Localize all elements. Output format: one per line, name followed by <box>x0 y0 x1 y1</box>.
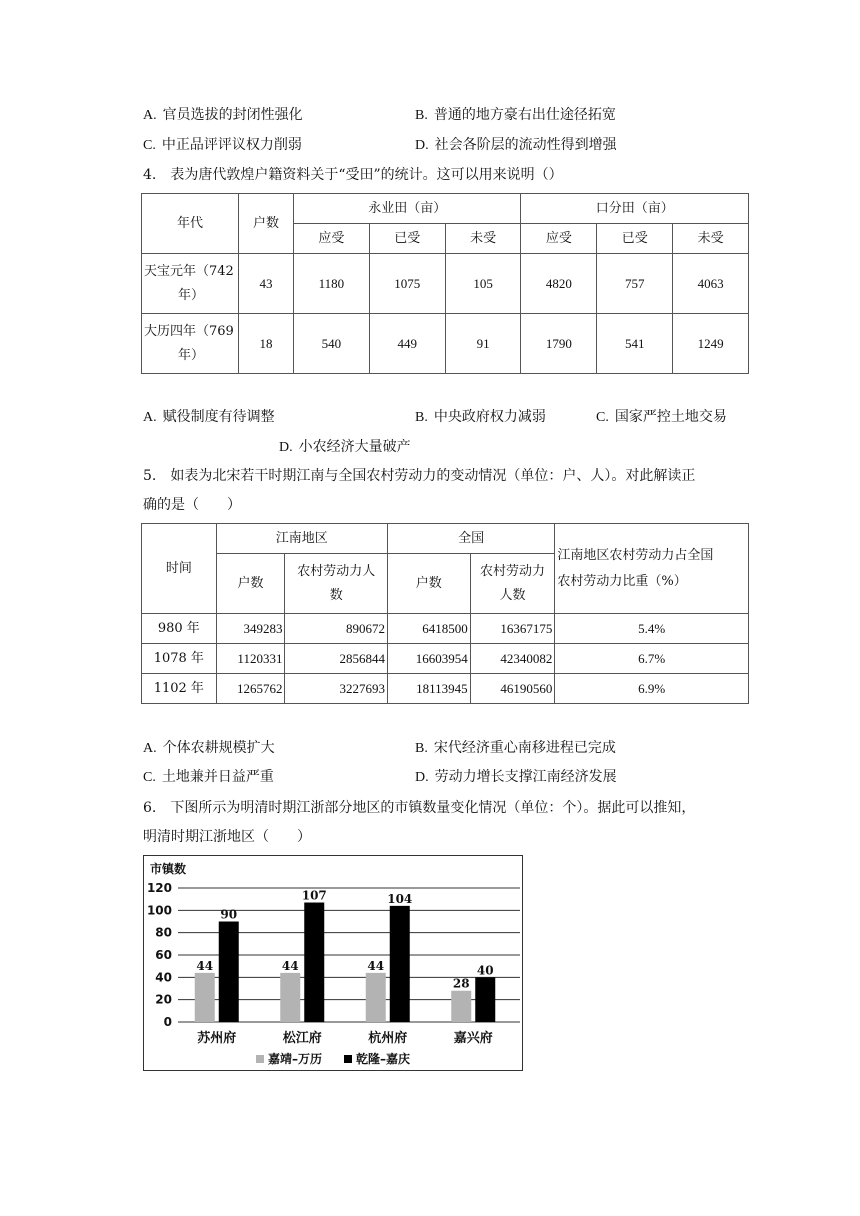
category-label: 杭州府 <box>368 1031 408 1046</box>
table-row <box>142 614 749 644</box>
q4-cell: 4063 <box>673 254 749 314</box>
q5-cell: 18113945 <box>387 674 470 704</box>
q4-cell: 1790 <box>521 314 597 374</box>
q5-cell: 3227693 <box>285 674 387 704</box>
data-label: 44 <box>281 958 299 973</box>
q5-year-cell: 1102 年 <box>142 674 217 704</box>
q3-option-d: D. 社会各阶层的流动性得到增强 <box>415 137 617 153</box>
chart-canvas <box>144 856 522 1070</box>
bar <box>304 903 324 1022</box>
q5-option-a: A. 个体农耕规模扩大 <box>143 740 275 756</box>
q4-year-cell: 天宝元年（742 年） <box>142 254 239 314</box>
legend-swatch <box>344 1055 352 1063</box>
q5-ratio-cell: 6.9% <box>555 674 749 704</box>
q4-cell: 541 <box>597 314 673 374</box>
data-label: 104 <box>387 891 413 906</box>
q4-cell: 1180 <box>294 254 370 314</box>
q4-cell: 1249 <box>673 314 749 374</box>
q4-option-b: B. 中央政府权力减弱 <box>415 409 546 425</box>
q5-header-ratio: 江南地区农村劳动力占全国 农村劳动力比重（%） <box>555 524 749 614</box>
bar <box>390 906 410 1022</box>
q4-header-year: 年代 <box>142 194 239 254</box>
q5-cell: 6418500 <box>387 614 470 644</box>
category-label: 松江府 <box>282 1031 322 1046</box>
data-label: 90 <box>220 907 238 922</box>
category-label: 嘉兴府 <box>453 1031 493 1046</box>
bar <box>219 922 239 1023</box>
q5-ratio-cell: 5.4% <box>555 614 749 644</box>
table-row <box>142 314 749 374</box>
q3-option-b: B. 普通的地方豪右出仕途径拓宽 <box>415 107 616 123</box>
q4-table <box>141 193 749 374</box>
table-row <box>142 254 749 314</box>
q4-header-koufen: 口分田（亩） <box>521 194 749 224</box>
bar <box>366 973 386 1022</box>
q4-sub-header: 未受 <box>445 224 521 254</box>
data-label: 44 <box>367 958 385 973</box>
chart-title: 市镇数 <box>150 862 187 876</box>
q5-stem-line1: 5. 如表为北宋若干时期江南与全国农村劳动力的变动情况（单位：户、人）。对此解读正 <box>143 468 696 484</box>
q4-year-cell: 大历四年（769 年） <box>142 314 239 374</box>
table-row <box>142 644 749 674</box>
q4-cell: 4820 <box>521 254 597 314</box>
data-label: 107 <box>301 888 327 903</box>
y-tick-label: 0 <box>163 1015 172 1029</box>
q4-cell: 449 <box>369 314 445 374</box>
bar-chart <box>143 855 523 1071</box>
q5-sub-header: 农村劳动力 人数 <box>470 554 555 614</box>
q5-cell: 890672 <box>285 614 387 644</box>
q5-header-time: 时间 <box>142 524 217 614</box>
q5-year-cell: 980 年 <box>142 614 217 644</box>
y-tick-label: 120 <box>146 881 172 895</box>
q5-year-cell: 1078 年 <box>142 644 217 674</box>
q5-sub-header: 户数 <box>216 554 285 614</box>
y-tick-label: 40 <box>155 970 172 985</box>
q4-sub-header: 应受 <box>294 224 370 254</box>
q4-sub-header: 应受 <box>521 224 597 254</box>
y-tick-label: 80 <box>155 925 172 940</box>
table-row <box>142 674 749 704</box>
q4-cell: 105 <box>445 254 521 314</box>
q5-stem-line2: 确的是（ ） <box>143 497 241 513</box>
legend-label: 乾隆–嘉庆 <box>356 1052 411 1066</box>
data-label: 44 <box>196 958 214 973</box>
q5-header-jiangnan: 江南地区 <box>216 524 387 554</box>
q5-sub-header: 农村劳动力人 数 <box>285 554 387 614</box>
q5-sub-header: 户数 <box>387 554 470 614</box>
q5-cell: 16367175 <box>470 614 555 644</box>
q4-cell: 540 <box>294 314 370 374</box>
q5-cell: 16603954 <box>387 644 470 674</box>
q4-header-yongye: 永业田（亩） <box>294 194 521 224</box>
data-label: 40 <box>476 963 494 978</box>
bar <box>280 973 300 1022</box>
q3-option-a: A. 官员选拔的封闭性强化 <box>143 107 303 123</box>
y-tick-label: 60 <box>155 948 172 962</box>
q5-cell: 1120331 <box>216 644 285 674</box>
q5-cell: 42340082 <box>470 644 555 674</box>
q4-cell: 91 <box>445 314 521 374</box>
q5-option-b: B. 宋代经济重心南移进程已完成 <box>415 740 616 756</box>
q5-table <box>141 523 749 704</box>
q5-cell: 1265762 <box>216 674 285 704</box>
q5-cell: 46190560 <box>470 674 555 704</box>
q3-option-c: C. 中正品评评议权力削弱 <box>143 137 302 153</box>
q5-cell: 2856844 <box>285 644 387 674</box>
bar <box>451 991 471 1022</box>
q4-stem: 4. 表为唐代敦煌户籍资料关于“受田”的统计。这可以用来说明（） <box>143 167 563 183</box>
q5-option-d: D. 劳动力增长支撑江南经济发展 <box>415 769 617 785</box>
q5-ratio-cell: 6.7% <box>555 644 749 674</box>
legend-label: 嘉靖–万历 <box>268 1052 323 1066</box>
q4-cell: 18 <box>239 314 294 374</box>
legend-swatch <box>256 1055 264 1063</box>
q4-sub-header: 已受 <box>369 224 445 254</box>
q4-cell: 1075 <box>369 254 445 314</box>
data-label: 28 <box>452 976 470 991</box>
y-tick-label: 20 <box>155 992 172 1007</box>
q5-header-nation: 全国 <box>387 524 554 554</box>
q5-option-c: C. 土地兼并日益严重 <box>143 769 274 785</box>
q5-cell: 349283 <box>216 614 285 644</box>
q6-stem-line1: 6. 下图所示为明清时期江浙部分地区的市镇数量变化情况（单位：个）。据此可以推知， <box>143 800 696 816</box>
bar <box>195 973 215 1022</box>
q4-option-c: C. 国家严控土地交易 <box>596 409 727 425</box>
q4-sub-header: 未受 <box>673 224 749 254</box>
q4-sub-header: 已受 <box>597 224 673 254</box>
q4-cell: 43 <box>239 254 294 314</box>
category-label: 苏州府 <box>197 1031 237 1046</box>
q4-cell: 757 <box>597 254 673 314</box>
q6-stem-line2: 明清时期江浙地区（ ） <box>143 829 311 845</box>
q4-header-households: 户数 <box>239 194 294 254</box>
q4-option-a: A. 赋役制度有待调整 <box>143 409 275 425</box>
bar <box>475 977 495 1022</box>
q4-option-d: D. 小农经济大量破产 <box>279 439 411 455</box>
y-tick-label: 100 <box>146 903 172 918</box>
